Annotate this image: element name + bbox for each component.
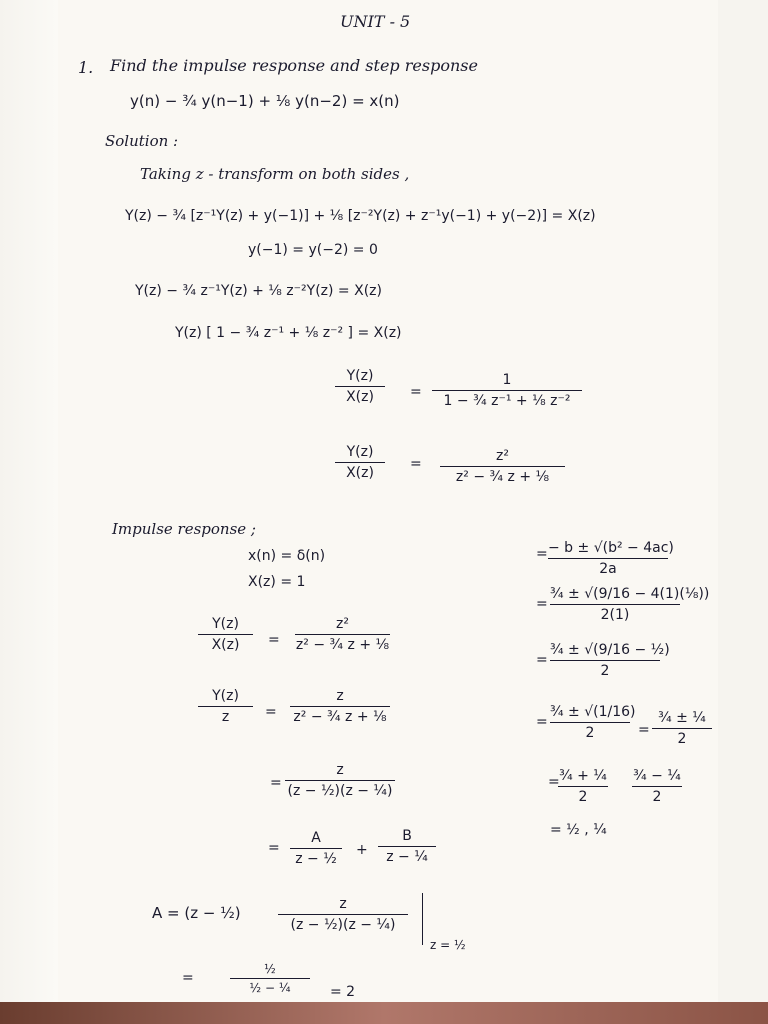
quad-formula: − b ± √(b² − 4ac) 2a xyxy=(548,540,674,577)
a-calc-prefix: A = (z − ½) xyxy=(152,904,241,922)
frac2-rhs: z² z² − ¾ z + ⅛ xyxy=(440,448,565,485)
frac1-lhs: Y(z) X(z) xyxy=(335,368,385,405)
quad-eq-3: = xyxy=(536,652,548,668)
quad-eq-4: = xyxy=(536,714,548,730)
z-transform-line-4: Y(z) [ 1 − ¾ z⁻¹ + ⅛ z⁻² ] = X(z) xyxy=(175,325,402,341)
solution-label: Solution : xyxy=(105,132,179,150)
frac5-rhs: z (z − ½)(z − ¼) xyxy=(285,762,395,799)
problem-number: 1. xyxy=(78,58,94,77)
a-calc-result: = 2 xyxy=(330,984,356,1000)
quad-eq-2: = xyxy=(536,596,548,612)
a-calc-fraction-2: ½ ½ − ¼ xyxy=(230,962,310,995)
partial-fraction-a: A z − ½ xyxy=(290,830,342,867)
unit-title: UNIT - 5 xyxy=(340,12,411,31)
quad-step-4b: ¾ ± ¼ 2 xyxy=(652,710,712,747)
frac3-equals: = xyxy=(268,632,280,648)
impulse-label: Impulse response ; xyxy=(112,520,256,538)
page-left-margin xyxy=(0,0,58,1002)
partial-fraction-plus: + xyxy=(356,842,368,858)
partial-fraction-b: B z − ¼ xyxy=(378,828,436,865)
difference-equation: y(n) − ¾ y(n−1) + ⅛ y(n−2) = x(n) xyxy=(130,92,400,110)
quad-eq-5: = xyxy=(548,774,560,790)
frac4-equals: = xyxy=(265,704,277,720)
quad-eq-4b: = xyxy=(638,722,650,738)
quad-root-plus: ¾ + ¼ 2 xyxy=(559,768,607,805)
frac3-lhs: Y(z) X(z) xyxy=(198,616,253,653)
frac2-lhs: Y(z) X(z) xyxy=(335,444,385,481)
z-transform-line-3: Y(z) − ¾ z⁻¹Y(z) + ⅛ z⁻²Y(z) = X(z) xyxy=(135,283,382,299)
quad-root-minus: ¾ − ¼ 2 xyxy=(633,768,681,805)
frac4-rhs: z z² − ¾ z + ⅛ xyxy=(290,688,390,725)
frac4-lhs: Y(z) z xyxy=(198,688,253,725)
quad-step-3: ¾ ± √(9/16 − ½) 2 xyxy=(550,642,670,679)
quad-step-2: ¾ ± √(9/16 − 4(1)(⅛)) 2(1) xyxy=(550,586,710,623)
frac2-equals: = xyxy=(410,456,422,472)
frac3-rhs: z² z² − ¾ z + ⅛ xyxy=(295,616,390,653)
z-transform-line-1: Y(z) − ¾ [z⁻¹Y(z) + y(−1)] + ⅛ [z⁻²Y(z) + z⁻¹y(−1) + y(−2)] = X(z) xyxy=(125,208,596,224)
problem-statement: Find the impulse response and step response xyxy=(110,56,478,75)
evaluation-bar xyxy=(422,893,423,945)
quad-eq-1: = xyxy=(536,546,548,562)
a-calc-fraction: z (z − ½)(z − ¼) xyxy=(278,896,408,933)
frac5-equals: = xyxy=(270,775,282,791)
quad-step-4: ¾ ± √(1/16) 2 xyxy=(550,704,636,741)
frac1-equals: = xyxy=(410,384,422,400)
quad-roots: = ½ , ¼ xyxy=(550,822,607,838)
a-calc-at: z = ½ xyxy=(430,938,466,952)
page-right-margin xyxy=(718,0,768,1002)
a-calc-equals: = xyxy=(182,970,194,986)
table-surface xyxy=(0,1002,768,1024)
impulse-xn: x(n) = δ(n) xyxy=(248,548,326,564)
frac6-equals: = xyxy=(268,840,280,856)
impulse-xz: X(z) = 1 xyxy=(248,574,306,590)
initial-conditions: y(−1) = y(−2) = 0 xyxy=(248,242,378,258)
taking-z-transform: Taking z - transform on both sides , xyxy=(140,165,410,183)
frac1-rhs: 1 1 − ¾ z⁻¹ + ⅛ z⁻² xyxy=(432,372,582,409)
